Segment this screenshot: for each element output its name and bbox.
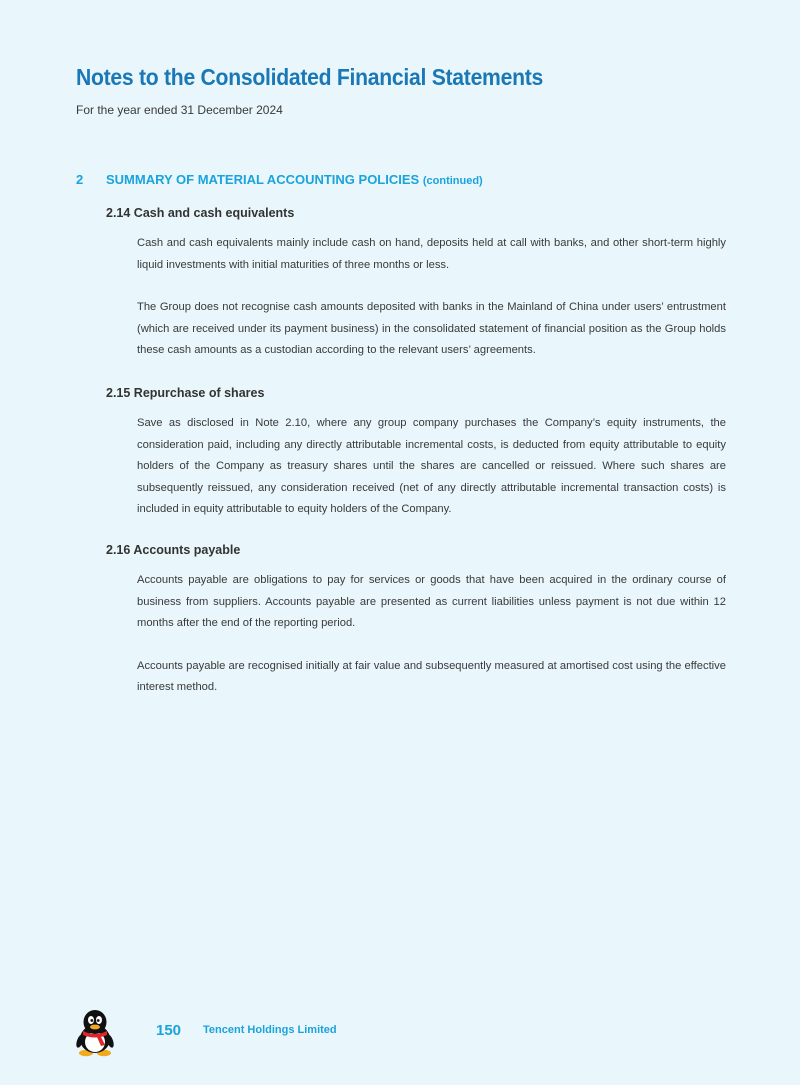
subsection-heading: 2.15 Repurchase of shares — [106, 386, 265, 400]
paragraph: Save as disclosed in Note 2.10, where any group company purchases the Company’s equity instruments, the consideration paid, including any directly attributable incremental costs, is deducted from equity attributable to equity holders of the Company as treasury shares until the shares are cancelled or reissued. Where such shares are subsequently reissued, any consideration received (net of any directly attributable incremental transaction costs) is included in equity attributable to equity holders of the Company. — [137, 417, 726, 515]
paragraph: The Group does not recognise cash amounts deposited with banks in the Mainland of China under users’ entrustment (which are received under its payment business) in the consolidated statement of financial position as the Group holds these cash amounts as a custodian according to the relevant users’ agreements. — [137, 301, 726, 356]
section-number: 2 — [76, 172, 84, 187]
section-continued: (continued) — [422, 175, 483, 187]
paragraph: Accounts payable are obligations to pay for services or goods that have been acquired in the ordinary course of business from suppliers. Accounts payable are presented as current liabilities unless payment is not due within 12 months after the end of the reporting period. — [137, 574, 726, 629]
subsection-heading: 2.14 Cash and cash equivalents — [106, 206, 295, 220]
paragraph: Cash and cash equivalents mainly include cash on hand, deposits held at call with banks, and other short-term highly liquid investments with initial maturities of three months or less. — [137, 237, 726, 271]
section-heading — [76, 172, 483, 187]
page-title: Notes to the Consolidated Financial Statements — [76, 64, 544, 90]
page-subtitle: For the year ended 31 December 2024 — [76, 103, 283, 117]
section-title: SUMMARY OF MATERIAL ACCOUNTING POLICIES — [106, 172, 420, 187]
qq-penguin-icon — [74, 1008, 116, 1058]
subsection-heading: 2.16 Accounts payable — [106, 543, 241, 557]
page-number: 150 — [156, 1022, 182, 1039]
company-name: Tencent Holdings Limited — [203, 1024, 337, 1036]
subsection-accounts-payable — [106, 543, 726, 699]
subsection-cash-equivalents — [106, 206, 726, 362]
paragraph: Accounts payable are recognised initially at fair value and subsequently measured at amortised cost using the effective interest method. — [137, 659, 726, 693]
subsection-repurchase-of-shares — [106, 386, 726, 521]
page-footer — [0, 1000, 800, 1070]
